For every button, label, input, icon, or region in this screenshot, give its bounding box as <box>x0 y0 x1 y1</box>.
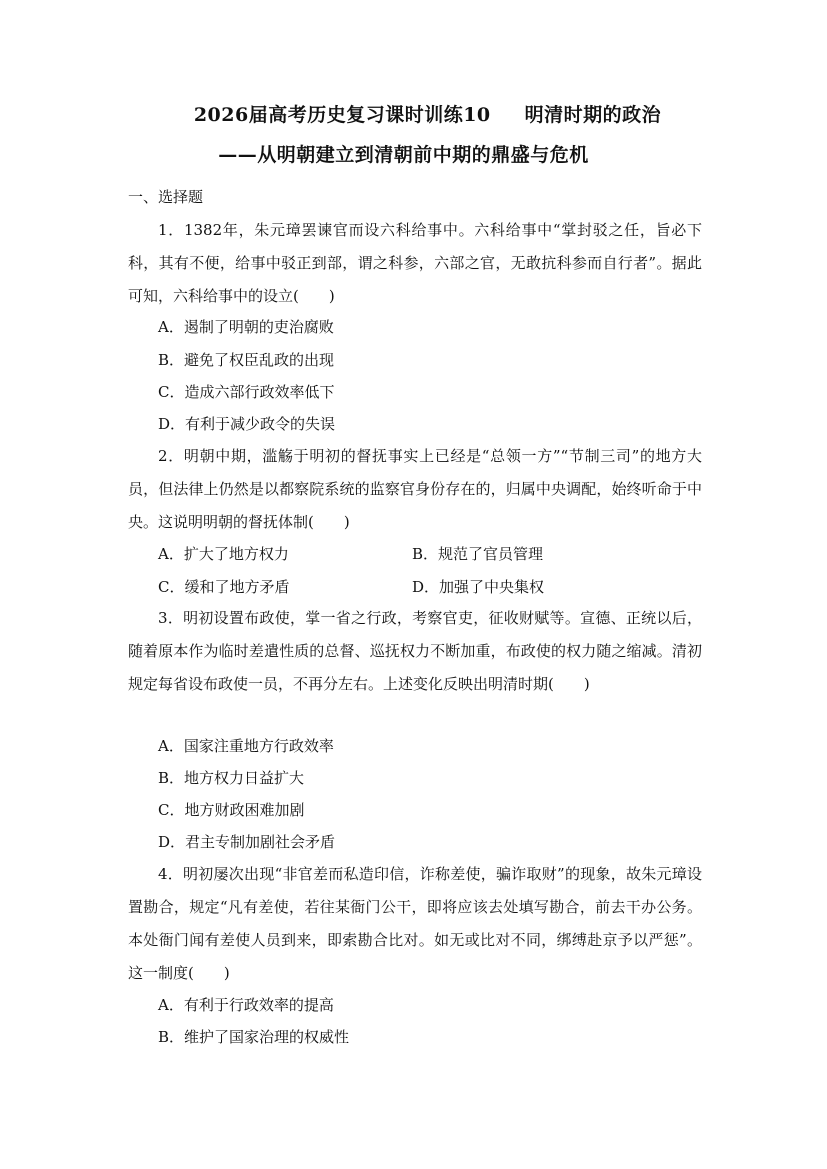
section-heading: 一、选择题 <box>128 188 204 206</box>
question-4-option-a: A．有利于行政效率的提高 <box>158 996 334 1014</box>
question-3-option-b: B．地方权力日益扩大 <box>158 769 305 787</box>
question-2-option-d: D．加强了中央集权 <box>412 578 545 596</box>
question-3-option-c: C．地方财政困难加剧 <box>158 801 305 819</box>
document-title-line-2: ——从明朝建立到清朝前中期的鼎盛与危机 <box>218 144 589 166</box>
question-4-stem: 4．明初屡次出现“非官差而私造印信，诈称差使，骗诈取财”的现象，故朱元璋设置勘合，规定“凡有差使，若往某衙门公干，即将应该去处填写勘合，前去干办公务。本处衙门闻有差使人员到来，即索勘合比对。如无或比对不同，绑缚赴京予以严惩”。这一制度( ) <box>128 865 702 982</box>
question-1-stem: 1．1382年，朱元璋罢谏官而设六科给事中。六科给事中“掌封驳之任，旨必下科，其有不便，给事中驳正到部，谓之科参，六部之官，无敢抗科参而自行者”。据此可知，六科给事中的设立( ) <box>128 221 702 305</box>
question-3-stem: 3．明初设置布政使，掌一省之行政，考察官吏，征收财赋等。宣德、正统以后，随着原本作为临时差遣性质的总督、巡抚权力不断加重，布政使的权力随之缩减。清初规定每省设布政使一员，不再分左右。上述变化反映出明清时期( ) <box>128 609 702 693</box>
question-1-option-b: B．避免了权臣乱政的出现 <box>158 351 335 369</box>
question-1-option-c: C．造成六部行政效率低下 <box>158 383 335 401</box>
title-topic: 明清时期的政治 <box>524 104 662 126</box>
question-2-option-a: A．扩大了地方权力 <box>158 545 289 563</box>
question-2-option-b: B．规范了官员管理 <box>412 545 544 563</box>
question-2-stem: 2．明朝中期，滥觞于明初的督抚事实上已经是“总领一方”“节制三司”的地方大员，但法律上仍然是以都察院系统的监察官身份存在的，归属中央调配，始终听命于中央。这说明明朝的督抚体制( ) <box>128 447 702 531</box>
title-main: 2026届高考历史复习课时训练10 <box>193 104 491 126</box>
question-3-option-d: D．君主专制加剧社会矛盾 <box>158 833 336 851</box>
question-3-option-a: A．国家注重地方行政效率 <box>158 737 334 755</box>
question-4-option-b: B．维护了国家治理的权威性 <box>158 1028 350 1046</box>
question-1-option-a: A．遏制了明朝的吏治腐败 <box>158 318 334 336</box>
question-1-option-d: D．有利于减少政令的失误 <box>158 415 336 433</box>
question-2-option-c: C．缓和了地方矛盾 <box>158 578 290 596</box>
document-title-line-1 <box>14 103 827 127</box>
